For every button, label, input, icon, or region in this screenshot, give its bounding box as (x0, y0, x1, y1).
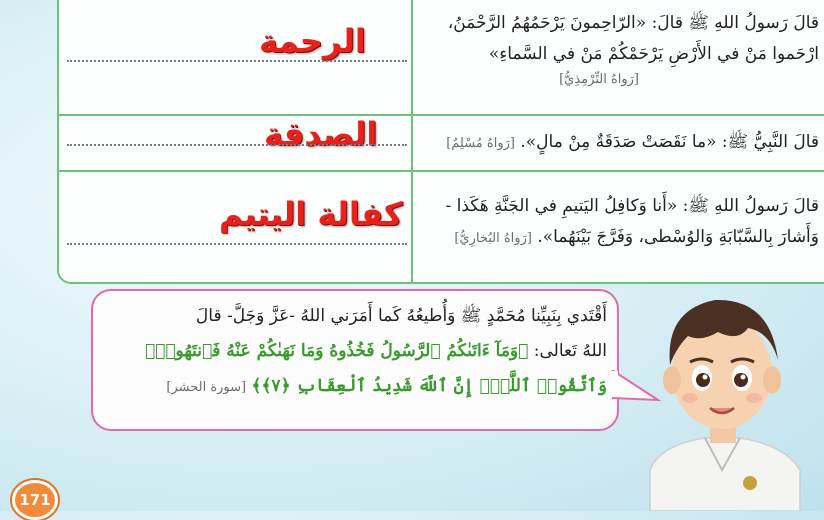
hadith-reference: [رَواهُ التِّرْمِذِيُّ] (559, 72, 639, 87)
speech-bubble (91, 289, 619, 431)
page-number-badge: 171 (12, 480, 58, 520)
hadith-text (419, 8, 819, 90)
hadith-line: قالَ رَسولُ اللهِ ﷺ: «أَنا وَكافِلُ اليَتيمِ في الجَنَّةِ هَكَذا - (445, 196, 819, 216)
hadith-line: قالَ رَسولُ اللهِ ﷺ قالَ: «الرّاحِمونَ يَرْحَمُهُمُ الرَّحْمَنُ، (447, 13, 819, 33)
hadith-reference: [رَواهُ مُسْلِمٌ] (446, 136, 515, 151)
hadith-line-with-ref (419, 222, 819, 254)
quran-verse: وَٱتَّقُوا۟ ٱللَّهَۖ إِنَّ ٱللَّهَ شَدِيدُ ٱلْعِقَابِ ﴿٧﴾﴾ (251, 376, 607, 396)
answer-rahma: الرحمة (259, 22, 366, 60)
bubble-line (107, 334, 607, 369)
table-row (59, 171, 824, 282)
bubble-line-prefix: اللهُ تَعالى: (528, 341, 607, 361)
boy-character-illustration (610, 270, 824, 511)
sura-reference: [سورة الحشر] (166, 380, 247, 395)
quran-verse: ﴿وَمَآ ءَاتَىٰكُمُ ٱلرَّسُولُ فَخُذُوهُ وَمَا نَهَىٰكُمْ عَنْهُ فَٱنتَهُوا۟ۚ (144, 341, 529, 361)
table-row (59, 0, 824, 115)
answer-dotted-line (67, 243, 407, 245)
hadith-line: ارْحَموا مَنْ في الأَرْضِ يَرْحَمْكُمْ مَنْ في السَّماءِ» (488, 44, 819, 64)
answer-dotted-line (67, 144, 407, 146)
hadith-text (419, 191, 819, 254)
bubble-line: أَقْتَدي بِنَبِيِّنا مُحَمَّدٍ ﷺ وَأُطيعُهُ كَما أَمَرَني اللهُ -عَزَّ وَجَلَّ- قالَ (195, 306, 607, 326)
hadith-line: وَأَشارَ بِالسَّبّابَةِ وَالوُسْطى، وَفَرَّجَ بَيْنَهُما». (537, 227, 819, 247)
bubble-text (107, 299, 607, 405)
table-row (59, 115, 824, 171)
hadith-reference: [رَواهُ البُخارِيُّ] (454, 231, 532, 246)
hadith-line: قالَ النَّبِيُّ ﷺ: «ما نَقَصَتْ صَدَقَةٌ مِنْ مالٍ». (520, 132, 819, 152)
hadith-table (57, 0, 824, 284)
answer-dotted-line (67, 60, 407, 62)
hadith-text (419, 127, 819, 159)
answer-kafalat-alyatim: كفالة اليتيم (219, 195, 403, 233)
bubble-line (107, 369, 607, 405)
answer-sadaqa: الصدقة (264, 115, 378, 153)
